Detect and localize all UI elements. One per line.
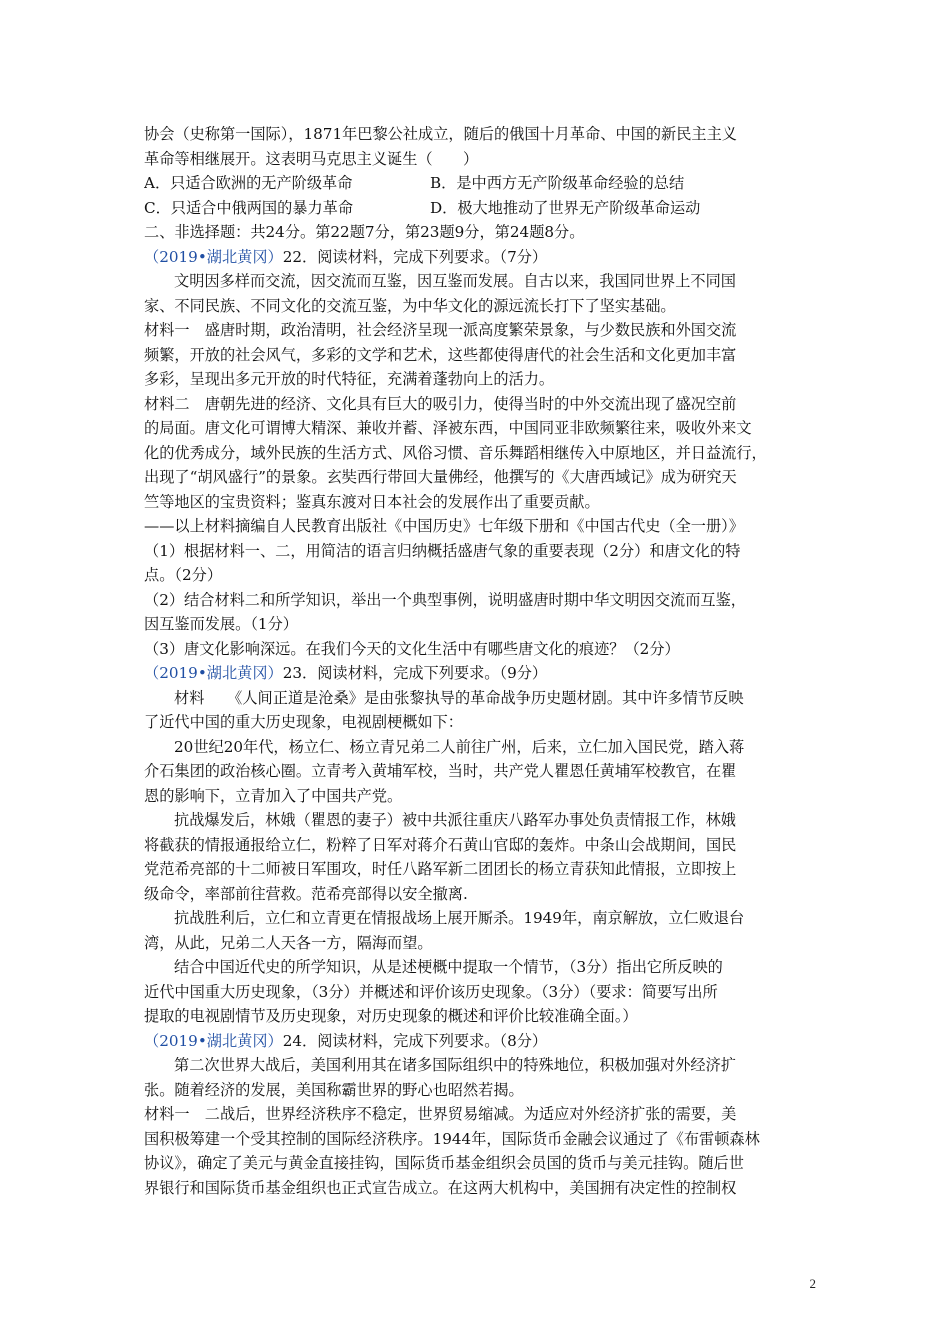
q22-material2-line: 出现了“胡风盛行”的景象。玄奘西行带回大量佛经，他撰写的《大唐西域记》成为研究天 — [144, 468, 737, 486]
q21-option-b: B．是中西方无产阶级革命经验的总结 — [430, 174, 685, 192]
q22-material1-line: 材料一 盛唐时期，政治清明，社会经济呈现一派高度繁荣景象，与少数民族和外国交流 — [144, 321, 737, 339]
q23-para1-line: 20世纪20年代，杨立仁、杨立青兄弟二人前往广州，后来，立仁加入国民党，踏入蒋 — [174, 737, 745, 756]
q21-stem-line: 协会（史称第一国际），1871年巴黎公社成立，随后的俄国十月革命、中国的新民主主义 — [144, 125, 737, 143]
q22-header — [144, 245, 814, 270]
q22-material2-line: 化的优秀成分，域外民族的生活方式、风俗习惯、音乐舞蹈相继传入中原地区，并日益流行， — [144, 443, 767, 462]
q23-header — [144, 661, 814, 686]
q24-material1-line: 协议》，确定了美元与黄金直接挂钩，国际货币基金组织会员国的货币与美元挂钩。随后世 — [144, 1154, 744, 1172]
q23-source-tag: （2019•湖北黄冈） — [144, 664, 283, 682]
q23-para3-line: 湾，从此，兄弟二人天各一方，隔海而望。 — [144, 933, 433, 952]
q23-para2-line: 级命令，率部前往营救。范希亮部得以安全撤离. — [144, 884, 468, 903]
q23-task-line: 结合中国近代史的所学知识，从是述梗概中提取一个情节，（3分）指出它所反映的 — [174, 958, 723, 976]
q21-options-row — [144, 171, 814, 196]
page-body — [144, 122, 814, 1200]
q24-intro-line: 第二次世界大战后，美国利用其在诸多国际组织中的特殊地位，积极加强对外经济扩 — [174, 1056, 736, 1074]
q22-sub1-line: 点。（2分） — [144, 566, 223, 584]
q23-para2-line: 党范希亮部的十二师被日军围攻，时任八路军新二团团长的杨立青获知此情报，立即按上 — [144, 860, 737, 878]
q23-material-line: 了近代中国的重大历史现象，电视剧梗概如下： — [144, 713, 463, 731]
q23-para1-line: 介石集团的政治核心圈。立青考入黄埔军校，当时，共产党人瞿恩任黄埔军校教官，在瞿 — [144, 762, 737, 780]
q23-material-line: 材料 《人间正道是沧桑》是由张黎执导的革命战争历史题材剧。其中许多情节反映 — [174, 688, 744, 707]
q22-intro-line: 文明因多样而交流，因交流而互鉴，因互鉴而发展。自古以来，我国同世界上不同国 — [174, 272, 736, 290]
q21-stem-line: 革命等相继展开。这表明马克思主义诞生（ ） — [144, 149, 479, 168]
q21-option-c: C．只适合中俄两国的暴力革命 — [144, 198, 354, 217]
q22-sub1-line: （1）根据材料一、二，用简洁的语言归纳概括盛唐气象的重要表现（2分）和唐文化的特 — [144, 541, 741, 560]
q21-options-row — [144, 196, 814, 221]
q24-material1-line: 国积极筹建一个受其控制的国际经济秩序。1944年，国际货币金融会议通过了《布雷顿森林 — [144, 1129, 760, 1148]
q24-header — [144, 1029, 814, 1054]
q22-material2-line: 材料二 唐朝先进的经济、文化具有巨大的吸引力，使得当时的中外交流出现了盛况空前 — [144, 394, 737, 413]
q24-material1-line: 材料一 二战后，世界经济秩序不稳定，世界贸易缩减。为适应对外经济扩张的需要，美 — [144, 1105, 737, 1123]
q23-title: 23．阅读材料，完成下列要求。（9分） — [282, 664, 548, 682]
q23-para1-line: 恩的影响下，立青加入了中国共产党。 — [144, 786, 403, 805]
q22-source-tag: （2019•湖北黄冈） — [144, 247, 283, 266]
q24-source-tag: （2019•湖北黄冈） — [144, 1031, 283, 1050]
q23-para2-line: 抗战爆发后，林娥（瞿恩的妻子）被中共派往重庆八路军办事处负责情报工作，林娥 — [174, 811, 736, 829]
q22-sub3: （3）唐文化影响深远。在我们今天的文化生活中有哪些唐文化的痕迹？（2分） — [144, 639, 680, 658]
q22-sub2-line: 因互鉴而发展。（1分） — [144, 615, 298, 633]
q23-para3-line: 抗战胜利后，立仁和立青更在情报战场上展开厮杀。1949年，南京解放，立仁败退台 — [174, 909, 745, 927]
page-number: 2 — [809, 1276, 816, 1291]
q24-intro-line: 张。随着经济的发展，美国称霸世界的野心也昭然若揭。 — [144, 1080, 524, 1099]
q22-sub2-line: （2）结合材料二和所学知识，举出一个典型事例，说明盛唐时期中华文明因交流而互鉴， — [144, 590, 746, 609]
q24-title: 24．阅读材料，完成下列要求。（8分） — [282, 1031, 548, 1050]
q21-option-a: A．只适合欧洲的无产阶级革命 — [144, 174, 353, 192]
q22-material2-line: 的局面。唐文化可谓博大精深、兼收并蓄、泽被东西，中国同亚非欧频繁往来，吸收外来文 — [144, 419, 752, 437]
q23-para2-line: 将截获的情报通报给立仁，粉粹了日军对蒋介石黄山官邸的轰炸。中条山会战期间，国民 — [144, 835, 737, 854]
section-heading: 二、非选择题：共24分。第22题7分，第23题9分，第24题8分。 — [144, 223, 585, 241]
q23-task-line: 提取的电视剧情节及历史现象，对历史现象的概述和评价比较准确全面。） — [144, 1007, 638, 1025]
q22-title: 22．阅读材料，完成下列要求。（7分） — [282, 247, 548, 266]
q22-material1-line: 多彩，呈现出多元开放的时代特征，充满着蓬勃向上的活力。 — [144, 370, 555, 388]
q22-material1-line: 频繁，开放的社会风气，多彩的文学和艺术，这些都使得唐代的社会生活和文化更加丰富 — [144, 345, 737, 364]
q22-intro-line: 家、不同民族、不同文化的交流互鉴，为中华文化的源远流长打下了坚实基础。 — [144, 296, 676, 315]
q24-material1-line: 界银行和国际货币基金组织也正式宣告成立。在这两大机构中，美国拥有决定性的控制权 — [144, 1178, 737, 1197]
q22-material2-line: 竺等地区的宝贵资料；鉴真东渡对日本社会的发展作出了重要贡献。 — [144, 492, 600, 511]
q23-task-line: 近代中国重大历史现象，（3分）并概述和评价该历史现象。（3分）（要求：简要写出所 — [144, 982, 718, 1001]
q21-option-d: D．极大地推动了世界无产阶级革命运动 — [430, 198, 701, 217]
q22-citation: ——以上材料摘编自人民教育出版社《中国历史》七年级下册和《中国古代史（全一册）》 — [144, 517, 744, 535]
